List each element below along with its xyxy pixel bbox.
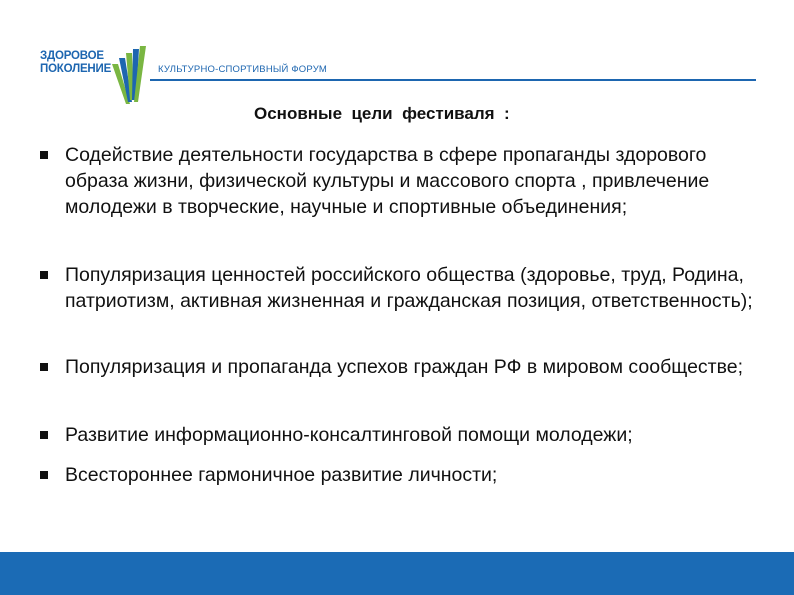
bullet-square-icon — [40, 271, 48, 279]
bullet-square-icon — [40, 363, 48, 371]
bullet-square-icon — [40, 431, 48, 439]
logo — [40, 44, 150, 108]
list-item-text: Популяризация и пропаганда успехов граждан РФ в мировом сообществе; — [65, 356, 743, 378]
list-item-text: Развитие информационно-консалтинговой помощи молодежи; — [65, 424, 633, 446]
logo-wordmark: ЗДОРОВОЕ ПОКОЛЕНИЕ — [40, 50, 112, 75]
bullet-square-icon — [40, 471, 48, 479]
list-item-text: Популяризация ценностей российского общества (здоровье, труд, Родина, патриотизм, активная жизненная и гражданская позиция, ответственность); — [65, 264, 753, 312]
list-item — [40, 462, 770, 488]
header-divider — [150, 79, 756, 81]
slide-title: Основные цели фестиваля : — [254, 104, 510, 123]
footer-bar — [0, 552, 794, 595]
list-item — [40, 422, 770, 448]
list-item-text: Содействие деятельности государства в сфере пропаганды здорового образа жизни, физической культуры и массового спорта , привлечение молодежи в творческие, научные и спортивные объединения; — [65, 144, 710, 218]
list-item-text: Всестороннее гармоничное развитие личности; — [65, 464, 498, 486]
forum-label: КУЛЬТУРНО-СПОРТИВНЫЙ ФОРУМ — [158, 64, 328, 75]
logo-mark-icon — [110, 44, 150, 108]
list-item — [40, 142, 770, 246]
bullet-square-icon — [40, 151, 48, 159]
list-item — [40, 262, 770, 340]
list-item — [40, 354, 770, 406]
goals-list — [40, 142, 770, 488]
